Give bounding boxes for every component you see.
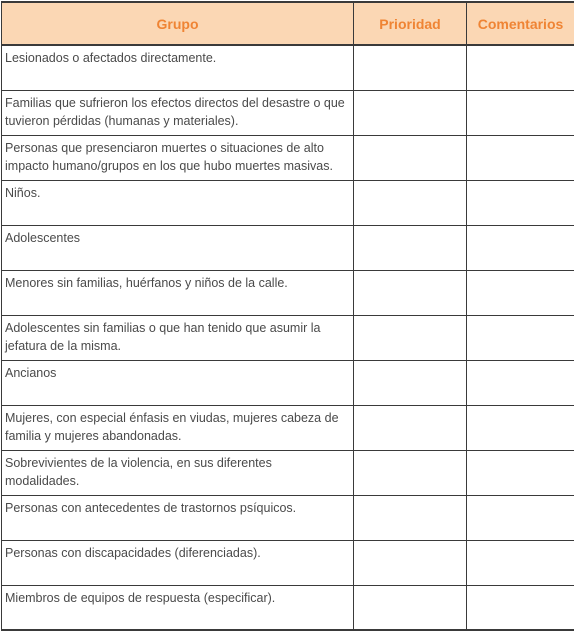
table-row [2,360,574,405]
table-row [2,45,574,90]
prioridad-cell[interactable] [354,45,467,90]
priority-table-container [1,1,574,631]
grupo-cell: Adolescentes [2,225,354,270]
prioridad-cell[interactable] [354,135,467,180]
prioridad-cell[interactable] [354,225,467,270]
table-row [2,405,574,450]
prioridad-cell[interactable] [354,405,467,450]
table-row [2,225,574,270]
header-comentarios: Comentarios [467,2,574,45]
table-row [2,180,574,225]
grupo-cell: Niños. [2,180,354,225]
grupo-cell: Mujeres, con especial énfasis en viudas, mujeres cabeza de familia y mujeres abandonadas. [2,405,354,450]
comentarios-cell[interactable] [467,585,574,630]
comentarios-cell[interactable] [467,90,574,135]
table-header-row [2,2,574,45]
comentarios-cell[interactable] [467,225,574,270]
prioridad-cell[interactable] [354,540,467,585]
table-row [2,90,574,135]
prioridad-cell[interactable] [354,180,467,225]
grupo-cell: Miembros de equipos de respuesta (especificar). [2,585,354,630]
comentarios-cell[interactable] [467,135,574,180]
header-prioridad: Prioridad [354,2,467,45]
grupo-cell: Ancianos [2,360,354,405]
prioridad-cell[interactable] [354,360,467,405]
grupo-cell: Adolescentes sin familias o que han tenido que asumir la jefatura de la misma. [2,315,354,360]
comentarios-cell[interactable] [467,45,574,90]
priority-groups-table [1,1,574,631]
grupo-cell: Lesionados o afectados directamente. [2,45,354,90]
prioridad-cell[interactable] [354,450,467,495]
grupo-cell: Personas con antecedentes de trastornos psíquicos. [2,495,354,540]
prioridad-cell[interactable] [354,270,467,315]
table-row [2,540,574,585]
comentarios-cell[interactable] [467,405,574,450]
prioridad-cell[interactable] [354,90,467,135]
comentarios-cell[interactable] [467,540,574,585]
table-row [2,585,574,630]
prioridad-cell[interactable] [354,495,467,540]
grupo-cell: Personas que presenciaron muertes o situaciones de alto impacto humano/grupos en los que hubo muertes masivas. [2,135,354,180]
comentarios-cell[interactable] [467,180,574,225]
header-grupo: Grupo [2,2,354,45]
grupo-cell: Personas con discapacidades (diferenciadas). [2,540,354,585]
table-row [2,135,574,180]
comentarios-cell[interactable] [467,450,574,495]
table-row [2,450,574,495]
comentarios-cell[interactable] [467,360,574,405]
comentarios-cell[interactable] [467,270,574,315]
table-row [2,315,574,360]
comentarios-cell[interactable] [467,315,574,360]
table-row [2,270,574,315]
prioridad-cell[interactable] [354,585,467,630]
grupo-cell: Familias que sufrieron los efectos directos del desastre o que tuvieron pérdidas (humanas y materiales). [2,90,354,135]
prioridad-cell[interactable] [354,315,467,360]
grupo-cell: Menores sin familias, huérfanos y niños de la calle. [2,270,354,315]
comentarios-cell[interactable] [467,495,574,540]
grupo-cell: Sobrevivientes de la violencia, en sus diferentes modalidades. [2,450,354,495]
table-row [2,495,574,540]
